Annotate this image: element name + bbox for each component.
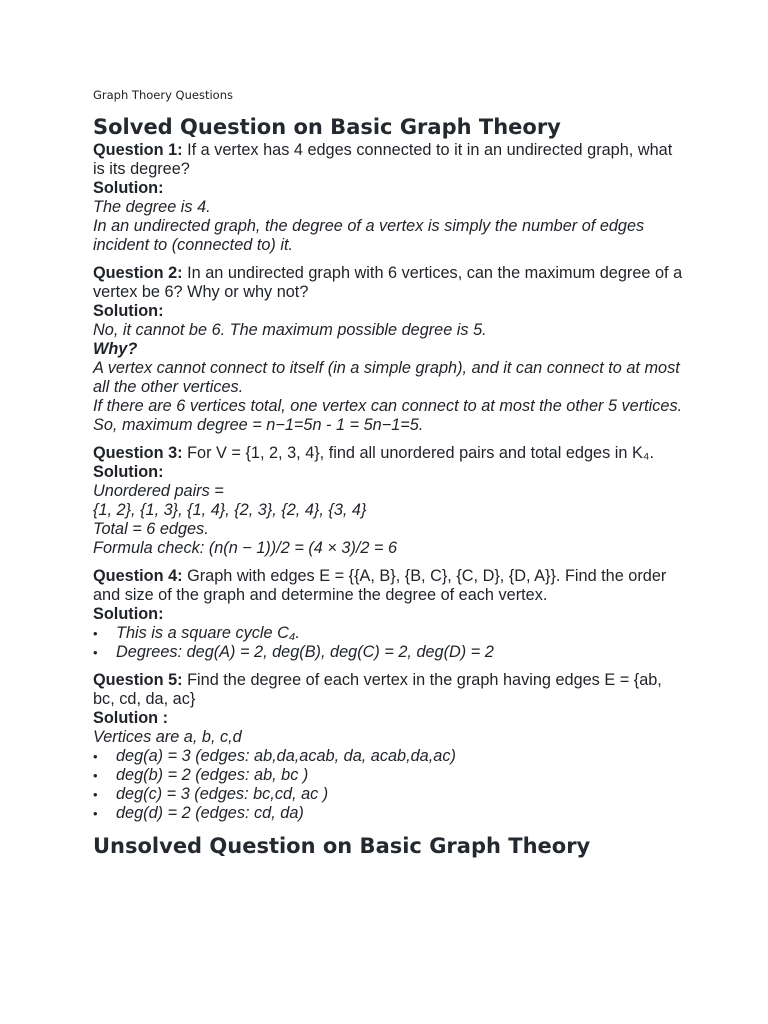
question-4-label: Question 4:: [93, 567, 183, 585]
list-item: [93, 766, 683, 785]
question-3-text: For V = {1, 2, 3, 4}, find all unordered pairs and total edges in K₄.: [182, 444, 654, 462]
bullet-mark: •: [93, 626, 98, 641]
question-3: [93, 444, 683, 463]
bullet-mark: •: [93, 768, 98, 783]
question-4: [93, 567, 683, 605]
question-1-solution-line: In an undirected graph, the degree of a vertex is simply the number of edges incident to (connected to) it.: [93, 217, 645, 254]
question-2-why-line: If there are 6 vertices total, one vertex can connect to at most the other 5 vertices.: [93, 397, 683, 415]
question-5-solution-line: Vertices are a, b, c,d: [93, 728, 242, 746]
question-2-solution-label: Solution:: [93, 302, 164, 320]
list-item: [93, 804, 683, 823]
bullet-mark: •: [93, 749, 98, 764]
question-1-solution-label: Solution:: [93, 179, 164, 197]
question-3-solution-line: {1, 2}, {1, 3}, {1, 4}, {2, 3}, {2, 4}, {3, 4}: [93, 501, 367, 519]
question-3-solution-label: Solution:: [93, 463, 164, 481]
list-item: [93, 747, 683, 766]
unsolved-heading: Unsolved Question on Basic Graph Theory: [93, 834, 591, 858]
question-1-block: [93, 141, 683, 255]
question-2-why-line: So, maximum degree = n−1=5n - 1 = 5n−1=5.: [93, 416, 424, 434]
list-item-text: deg(b) = 2 (edges: ab, bc ): [116, 766, 309, 784]
list-item-text: Degrees: deg(A) = 2, deg(B), deg(C) = 2, deg(D) = 2: [116, 643, 494, 661]
list-item-text: deg(c) = 3 (edges: bc,cd, ac ): [116, 785, 329, 803]
question-2-label: Question 2:: [93, 264, 183, 282]
page-header: Graph Thoery Questions: [93, 88, 233, 102]
question-2-why-label: Why?: [93, 340, 138, 358]
question-2: [93, 264, 683, 302]
question-3-solution-line: Formula check: (n(n − 1))/2 = (4 × 3)/2 = 6: [93, 539, 398, 557]
bullet-mark: •: [93, 645, 98, 660]
question-5-bullet-list: [93, 747, 683, 823]
bullet-mark: •: [93, 787, 98, 802]
question-2-text: In an undirected graph with 6 vertices, can the maximum degree of a vertex be 6? Why or why not?: [93, 264, 683, 301]
question-3-solution-line: Unordered pairs =: [93, 482, 224, 500]
question-4-bullet-list: [93, 624, 683, 662]
solved-heading: Solved Question on Basic Graph Theory: [93, 115, 561, 139]
question-5-solution-label: Solution :: [93, 709, 169, 727]
question-1-label: Question 1:: [93, 141, 183, 159]
question-4-text: Graph with edges E = {{A, B}, {B, C}, {C, D}, {D, A}}. Find the order and size of the graph and determine the degree of each vertex.: [93, 567, 667, 604]
question-3-solution-line: Total = 6 edges.: [93, 520, 209, 538]
question-2-why-line: A vertex cannot connect to itself (in a simple graph), and it can connect to at most all the other vertices.: [93, 359, 680, 396]
document-content: [93, 113, 683, 860]
question-4-solution-label: Solution:: [93, 605, 164, 623]
question-5-text: Find the degree of each vertex in the graph having edges E = {ab, bc, cd, da, ac}: [93, 671, 662, 708]
question-5: [93, 671, 683, 709]
list-item: [93, 643, 683, 662]
list-item: [93, 785, 683, 804]
list-item: [93, 624, 683, 643]
question-4-block: [93, 567, 683, 662]
list-item-text: deg(a) = 3 (edges: ab,da,acab, da, acab,da,ac): [116, 747, 456, 765]
question-2-solution-line: No, it cannot be 6. The maximum possible degree is 5.: [93, 321, 487, 339]
question-1-solution-line: The degree is 4.: [93, 198, 211, 216]
question-2-block: [93, 264, 683, 435]
question-5-block: [93, 671, 683, 823]
bullet-mark: •: [93, 806, 98, 821]
question-3-label: Question 3:: [93, 444, 183, 462]
question-3-block: [93, 444, 683, 558]
question-1-text: If a vertex has 4 edges connected to it in an undirected graph, what is its degree?: [93, 141, 673, 178]
question-5-label: Question 5:: [93, 671, 183, 689]
list-item-text: deg(d) = 2 (edges: cd, da): [116, 804, 304, 822]
list-item-text: This is a square cycle C₄.: [116, 624, 300, 642]
question-1: [93, 141, 683, 179]
